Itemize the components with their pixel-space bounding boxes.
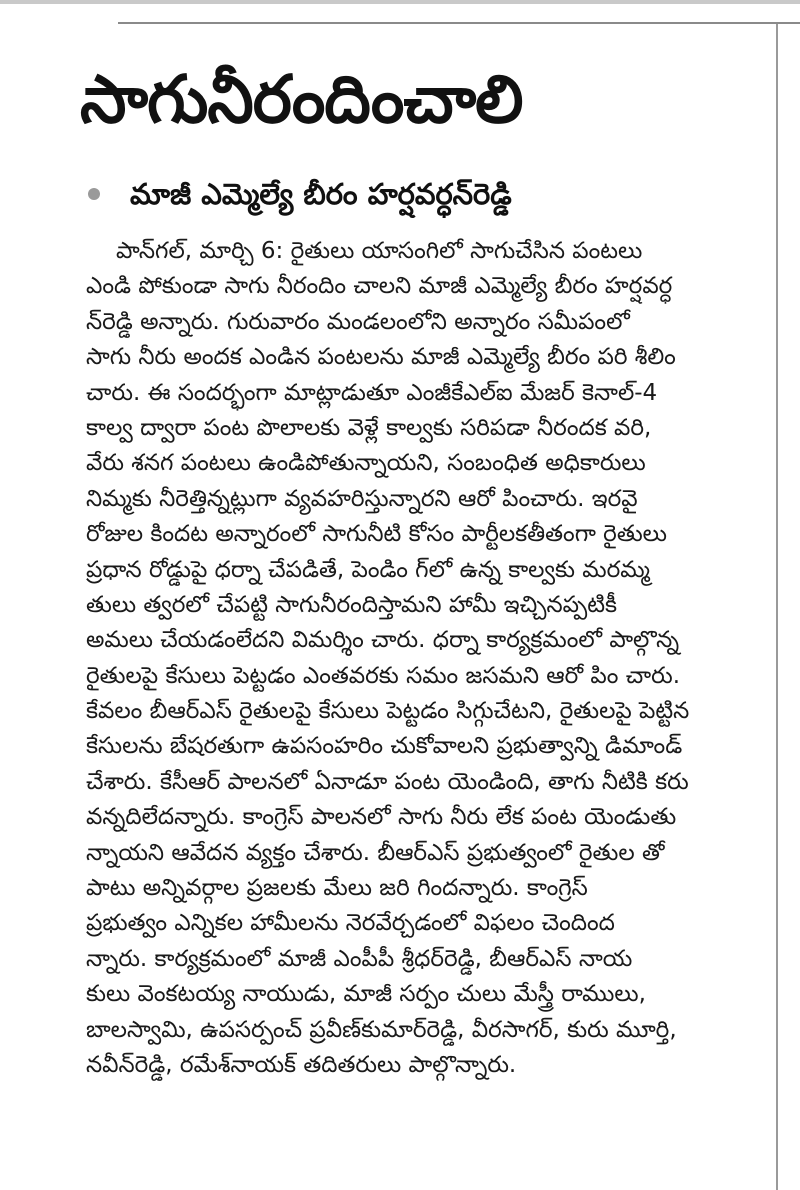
article-line: ఎండి పోకుండా సాగు నీరందిం చాలని మాజీ ఎమ్మెల్యే బీరం హర్షవర్ధ [86, 273, 673, 300]
article-line: ప్రభుత్వం ఎన్నికల హామీలను నెరవేర్చడంలో విఫలం చెందింద [86, 910, 615, 937]
article-line: ప్రధాన రోడ్డుపై ధర్నా చేపడితే, పెండిం గ్‌లో ఉన్న కాల్వకు మరమ్మ [86, 556, 650, 583]
article-line: కేసులను బేషరతుగా ఉపసంహరిం చుకోవాలని ప్రభుత్వాన్ని డిమాండ్ [86, 733, 683, 760]
article-line: కాల్వ ద్వారా పంట పొలాలకు వెళ్లే కాల్వకు సరిపడా నీరందక వరి, [86, 414, 652, 441]
article-body [86, 234, 766, 1174]
article-line: కేవలం బీఆర్ఎస్ రైతులపై కేసులు పెట్టడం సిగ్గుచేటని, రైతులపై పెట్టిన [86, 698, 690, 725]
article-line: చేశారు. కేసీఆర్ పాలనలో ఏనాడూ పంట యెండింది, తాగు నీటికి కరు [86, 768, 689, 795]
article-line: వేరు శనగ పంటలు ఉండిపోతున్నాయని, సంబంధిత అధికారులు [86, 450, 646, 477]
subheadline-row [88, 172, 768, 216]
article-line: అమలు చేయడంలేదని విమర్శిం చారు. ధర్నా కార్యక్రమంలో పాల్గొన్న [86, 627, 680, 654]
article-line: న్నాయని ఆవేదన వ్యక్తం చేశారు. బీఆర్ఎస్ ప్రభుత్వంలో రైతుల తో [86, 839, 665, 866]
bullet-dot-icon [88, 188, 100, 200]
article-line: పాటు అన్నివర్గాల ప్రజలకు మేలు జరి గిందన్నారు. కాంగ్రెస్ [86, 875, 588, 902]
article-line: రోజుల కిందట అన్నారంలో సాగునీటి కోసం పార్టీలకతీతంగా రైతులు [86, 521, 667, 548]
article-line: పాన్‌గల్, మార్చి 6: రైతులు యాసంగిలో సాగుచేసిన పంటలు [116, 238, 643, 264]
article-line: కులు వెంకటయ్య నాయుడు, మాజీ సర్పం చులు మేస్త్రీ రాములు, [86, 981, 646, 1008]
article-line: వన్నదిలేదన్నారు. కాంగ్రెస్ పాలనలో సాగు నీరు లేక పంట యెండుతు [86, 804, 677, 831]
article-line: న్‌రెడ్డి అన్నారు. గురువారం మండలంలోని అన్నారం సమీపంలో [86, 308, 630, 335]
top-divider-rule [118, 22, 800, 24]
article-line: తులు త్వరలో చేపట్టి సాగునీరందిస్తామని హామీ ఇచ్చినప్పటికీ [86, 591, 618, 618]
column-divider-rule [776, 24, 778, 1190]
article-line: సాగు నీరు అందక ఎండిన పంటలను మాజీ ఎమ్మెల్యే బీరం పరి శీలిం [86, 344, 676, 371]
article-line: రైతులపై కేసులు పెట్టడం ఎంతవరకు సమం జసమని ఆరో పిం చారు. [86, 662, 681, 689]
article-line: చారు. ఈ సందర్భంగా మాట్లాడుతూ ఎంజీకేఎల్ఐ మేజర్ కెనాల్-4 [86, 379, 658, 406]
article-line: న్నారు. కార్యక్రమంలో మాజీ ఎంపీపీ శ్రీధర్‌రెడ్డి, బీఆర్ఎస్ నాయ [86, 945, 633, 972]
subheadline: మాజీ ఎమ్మెల్యే బీరం హర్షవర్ధన్‌రెడ్డి [130, 177, 512, 211]
top-edge-strip [0, 0, 800, 4]
headline: సాగునీరందించాలి [80, 61, 523, 138]
article-line: బాలస్వామి, ఉపసర్పంచ్ ప్రవీణ్‌కుమార్‌రెడ్డి, వీరసాగర్, కురు మూర్తి, [86, 1016, 677, 1043]
article-line: నవీన్‌రెడ్డి, రమేశ్‌నాయక్ తదితరులు పాల్గొన్నారు. [86, 1051, 517, 1078]
article-line: నిమ్మకు నీరెత్తిన్నట్లుగా వ్యవహరిస్తున్నారని ఆరో పించారు. ఇరవై [86, 485, 638, 512]
